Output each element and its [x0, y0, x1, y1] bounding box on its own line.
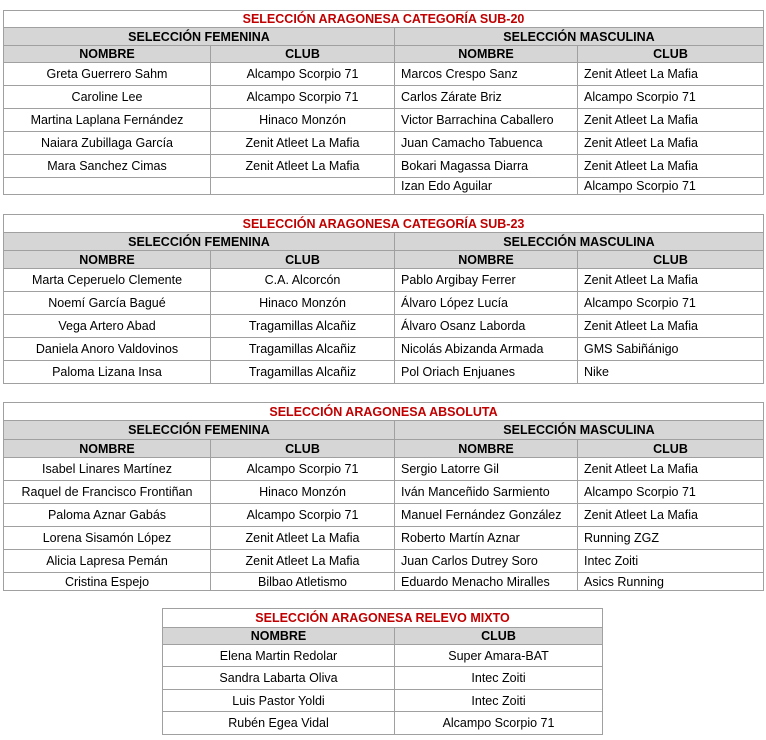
col-header-club: CLUB [578, 251, 764, 269]
male-name: Álvaro Osanz Laborda [395, 315, 578, 338]
table-row [4, 109, 764, 132]
female-name: Paloma Lizana Insa [4, 361, 211, 384]
male-name: Victor Barrachina Caballero [395, 109, 578, 132]
table-row [4, 178, 764, 195]
male-club: GMS Sabiñánigo [578, 338, 764, 361]
sub20-fem-title: SELECCIÓN FEMENINA [4, 28, 395, 46]
male-club: Zenit Atleet La Mafia [578, 458, 764, 481]
female-name: Lorena Sisamón López [4, 527, 211, 550]
male-name: Pol Oriach Enjuanes [395, 361, 578, 384]
col-header-club: CLUB [578, 440, 764, 458]
male-club: Alcampo Scorpio 71 [578, 178, 764, 195]
table-row [4, 292, 764, 315]
female-name: Cristina Espejo [4, 573, 211, 591]
female-club: Zenit Atleet La Mafia [211, 550, 395, 573]
female-name: Martina Laplana Fernández [4, 109, 211, 132]
female-club: Hinaco Monzón [211, 481, 395, 504]
female-name: Noemí García Bagué [4, 292, 211, 315]
male-name: Juan Carlos Dutrey Soro [395, 550, 578, 573]
male-name: Eduardo Menacho Miralles [395, 573, 578, 591]
male-club: Nike [578, 361, 764, 384]
male-club: Asics Running [578, 573, 764, 591]
male-name: Izan Edo Aguilar [395, 178, 578, 195]
sub23-masc-title: SELECCIÓN MASCULINA [395, 233, 764, 251]
female-name: Daniela Anoro Valdovinos [4, 338, 211, 361]
female-club: Alcampo Scorpio 71 [211, 63, 395, 86]
female-club: Tragamillas Alcañiz [211, 361, 395, 384]
male-club: Zenit Atleet La Mafia [578, 504, 764, 527]
relay-name: Sandra Labarta Oliva [163, 667, 395, 690]
female-club: C.A. Alcorcón [211, 269, 395, 292]
absoluta-masc-title: SELECCIÓN MASCULINA [395, 421, 764, 440]
absoluta-title: SELECCIÓN ARAGONESA ABSOLUTA [4, 403, 764, 421]
relay-club: Intec Zoiti [395, 667, 603, 690]
col-header-club: CLUB [395, 628, 603, 645]
female-club: Zenit Atleet La Mafia [211, 155, 395, 178]
table-row [4, 550, 764, 573]
table-row [4, 63, 764, 86]
male-club: Running ZGZ [578, 527, 764, 550]
table-row [4, 573, 764, 591]
male-name: Iván Manceñido Sarmiento [395, 481, 578, 504]
male-club: Zenit Atleet La Mafia [578, 269, 764, 292]
col-header-nombre: NOMBRE [4, 440, 211, 458]
male-name: Sergio Latorre Gil [395, 458, 578, 481]
female-name: Mara Sanchez Cimas [4, 155, 211, 178]
female-club: Tragamillas Alcañiz [211, 315, 395, 338]
absoluta-table [3, 402, 764, 591]
col-header-nombre: NOMBRE [395, 251, 578, 269]
male-club: Zenit Atleet La Mafia [578, 132, 764, 155]
relay-name: Elena Martin Redolar [163, 645, 395, 667]
female-name: Isabel Linares Martínez [4, 458, 211, 481]
table-row [4, 315, 764, 338]
relay-name: Luis Pastor Yoldi [163, 690, 395, 712]
sub23-title: SELECCIÓN ARAGONESA CATEGORÍA SUB-23 [4, 215, 764, 233]
male-name: Nicolás Abizanda Armada [395, 338, 578, 361]
female-name: Naiara Zubillaga García [4, 132, 211, 155]
female-name [4, 178, 211, 195]
col-header-nombre: NOMBRE [395, 440, 578, 458]
male-club: Zenit Atleet La Mafia [578, 155, 764, 178]
sub20-table [3, 10, 764, 195]
female-name: Vega Artero Abad [4, 315, 211, 338]
table-row [4, 155, 764, 178]
relevo-table [162, 608, 603, 735]
relay-club: Intec Zoiti [395, 690, 603, 712]
sub20-masc-title: SELECCIÓN MASCULINA [395, 28, 764, 46]
male-name: Bokari Magassa Diarra [395, 155, 578, 178]
sub20-title: SELECCIÓN ARAGONESA CATEGORÍA SUB-20 [4, 11, 764, 28]
table-row [163, 690, 603, 712]
male-club: Intec Zoiti [578, 550, 764, 573]
male-club: Zenit Atleet La Mafia [578, 315, 764, 338]
male-club: Zenit Atleet La Mafia [578, 109, 764, 132]
male-club: Alcampo Scorpio 71 [578, 292, 764, 315]
table-row [4, 132, 764, 155]
table-row [163, 667, 603, 690]
male-club: Alcampo Scorpio 71 [578, 481, 764, 504]
male-name: Marcos Crespo Sanz [395, 63, 578, 86]
table-row [4, 504, 764, 527]
male-club: Zenit Atleet La Mafia [578, 63, 764, 86]
table-row [4, 86, 764, 109]
col-header-club: CLUB [578, 46, 764, 63]
relay-name: Rubén Egea Vidal [163, 712, 395, 735]
col-header-club: CLUB [211, 46, 395, 63]
col-header-club: CLUB [211, 440, 395, 458]
female-club: Zenit Atleet La Mafia [211, 527, 395, 550]
table-row [4, 269, 764, 292]
relay-club: Alcampo Scorpio 71 [395, 712, 603, 735]
relevo-title: SELECCIÓN ARAGONESA RELEVO MIXTO [163, 609, 603, 628]
table-row [4, 458, 764, 481]
female-club: Zenit Atleet La Mafia [211, 132, 395, 155]
female-club: Bilbao Atletismo [211, 573, 395, 591]
male-name: Álvaro López Lucía [395, 292, 578, 315]
female-name: Marta Ceperuelo Clemente [4, 269, 211, 292]
female-club: Alcampo Scorpio 71 [211, 86, 395, 109]
female-name: Alicia Lapresa Pemán [4, 550, 211, 573]
table-row [4, 361, 764, 384]
col-header-nombre: NOMBRE [163, 628, 395, 645]
female-club: Hinaco Monzón [211, 292, 395, 315]
female-name: Raquel de Francisco Frontiñan [4, 481, 211, 504]
relay-club: Super Amara-BAT [395, 645, 603, 667]
female-club: Alcampo Scorpio 71 [211, 458, 395, 481]
absoluta-fem-title: SELECCIÓN FEMENINA [4, 421, 395, 440]
male-name: Juan Camacho Tabuenca [395, 132, 578, 155]
female-club: Tragamillas Alcañiz [211, 338, 395, 361]
table-row [4, 527, 764, 550]
female-club: Hinaco Monzón [211, 109, 395, 132]
female-name: Paloma Aznar Gabás [4, 504, 211, 527]
male-name: Manuel Fernández González [395, 504, 578, 527]
male-club: Alcampo Scorpio 71 [578, 86, 764, 109]
table-row [4, 338, 764, 361]
col-header-club: CLUB [211, 251, 395, 269]
female-name: Caroline Lee [4, 86, 211, 109]
col-header-nombre: NOMBRE [395, 46, 578, 63]
table-row [4, 481, 764, 504]
female-name: Greta Guerrero Sahm [4, 63, 211, 86]
sub23-table [3, 214, 764, 384]
sub23-fem-title: SELECCIÓN FEMENINA [4, 233, 395, 251]
col-header-nombre: NOMBRE [4, 46, 211, 63]
col-header-nombre: NOMBRE [4, 251, 211, 269]
male-name: Pablo Argibay Ferrer [395, 269, 578, 292]
male-name: Carlos Zárate Briz [395, 86, 578, 109]
table-row [163, 712, 603, 735]
male-name: Roberto Martín Aznar [395, 527, 578, 550]
female-club: Alcampo Scorpio 71 [211, 504, 395, 527]
table-row [163, 645, 603, 667]
female-club [211, 178, 395, 195]
